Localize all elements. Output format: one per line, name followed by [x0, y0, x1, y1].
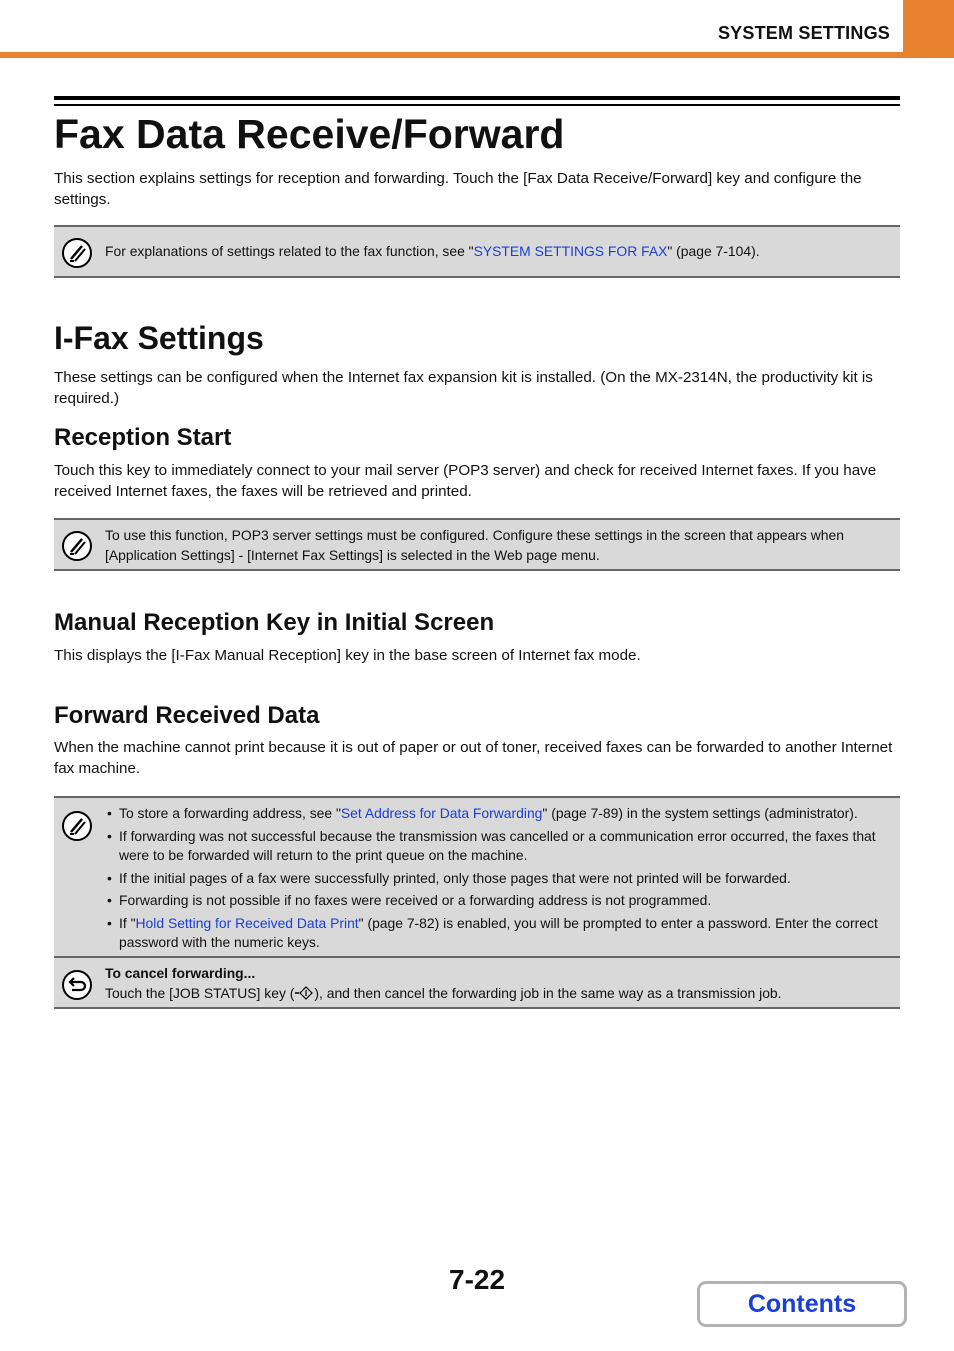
system-settings-for-fax-link[interactable]: SYSTEM SETTINGS FOR FAX: [473, 243, 668, 259]
note-text-prefix: For explanations of settings related to the fax function, see ": [105, 243, 474, 259]
ifax-settings-text: These settings can be configured when the Internet fax expansion kit is installed. (On the MX-2314N, the productivity kit is required.): [54, 369, 873, 407]
note-pencil-icon: [61, 530, 93, 562]
note-box-fax-settings: [54, 225, 900, 278]
cancel-forwarding-instructions: [105, 984, 890, 1004]
list-item-text: If ": [119, 914, 136, 931]
list-item: • If the initial pages of a fax were successfully printed, only those pages that were not printed will be forwarded.: [105, 869, 890, 889]
note-box-pop3: [54, 518, 900, 571]
job-status-icon: [294, 985, 314, 1001]
cancel-text-suffix: ), and then cancel the forwarding job in the same way as a transmission job.: [314, 984, 782, 1001]
title-rule-thin: [54, 104, 900, 106]
note-text: [105, 242, 890, 262]
note-box-forwarding: [54, 796, 900, 958]
list-item: • Forwarding is not possible if no faxes were received or a forwarding address is not programmed.: [105, 891, 890, 911]
manual-reception-text: This displays the [I-Fax Manual Reception] key in the base screen of Internet fax mode.: [54, 647, 641, 664]
forward-received-text: When the machine cannot print because it is out of paper or out of toner, received faxes can be forwarded to another Internet fax machine.: [54, 739, 893, 777]
ifax-settings-heading: I-Fax Settings: [54, 320, 264, 356]
forwarding-notes-list: [105, 804, 890, 956]
contents-button[interactable]: Contents: [697, 1281, 907, 1327]
intro-paragraph: This section explains settings for reception and forwarding. Touch the [Fax Data Receive/Forward] key and configure the settings.: [54, 170, 862, 208]
forward-received-heading: Forward Received Data: [54, 702, 320, 729]
list-item: • If forwarding was not successful because the transmission was cancelled or a communication error occurred, the faxes that were to be forwarded will return to the print queue on the machine.: [105, 827, 890, 866]
set-address-link[interactable]: Set Address for Data Forwarding: [340, 805, 543, 821]
note-text: To use this function, POP3 server settings must be configured. Configure these settings in the screen that appears when [Application Settings] - [Internet Fax Settings] is selected in the Web page menu.: [105, 527, 844, 563]
page-title: Fax Data Receive/Forward: [54, 111, 565, 157]
cancel-text-prefix: Touch the [JOB STATUS] key (: [105, 984, 295, 1001]
header-accent-line: [0, 52, 954, 58]
manual-reception-heading: Manual Reception Key in Initial Screen: [54, 609, 495, 636]
note-pencil-icon: [61, 237, 93, 269]
cancel-forwarding-text: [105, 964, 890, 1003]
list-item-text: " (page 7-89) in the system settings (administrator).: [542, 805, 858, 821]
page-number: 7-22: [449, 1264, 506, 1295]
note-text-suffix: " (page 7-104).: [667, 243, 760, 259]
return-arrow-icon: [61, 969, 93, 1001]
list-item: [105, 914, 890, 953]
reception-start-heading: Reception Start: [54, 424, 232, 451]
header-accent-tab: [903, 0, 954, 52]
note-pencil-icon: [61, 810, 93, 842]
section-title: SYSTEM SETTINGS: [717, 23, 890, 43]
list-item: [105, 804, 890, 824]
title-rule-thick: [54, 96, 900, 100]
hold-setting-link[interactable]: Hold Setting for Received Data Print: [135, 914, 359, 931]
note-box-cancel-forwarding: [54, 956, 900, 1009]
list-item-text: " (page 7-82) is enabled, you will be prompted to enter a password. Enter the correct password with the numeric keys.: [119, 914, 878, 950]
reception-start-text: Touch this key to immediately connect to your mail server (POP3 server) and check for received Internet faxes. If you have received Internet faxes, the faxes will be retrieved and printed.: [54, 462, 877, 500]
list-item-text: To store a forwarding address, see ": [119, 805, 341, 821]
cancel-forwarding-title: To cancel forwarding...: [105, 965, 256, 981]
